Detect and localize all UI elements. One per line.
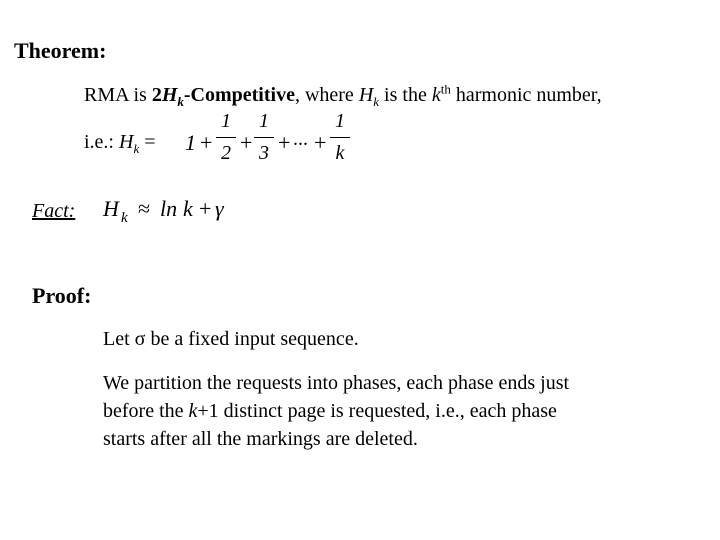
statement-two: 2 (151, 84, 162, 106)
sigma-symbol: σ (134, 328, 146, 350)
ie-H: H (119, 131, 134, 153)
ie-k-sub: k (133, 141, 140, 156)
formula-plus-2: + (240, 130, 253, 155)
fact-H: H (103, 196, 119, 221)
statement-is-the: is the (379, 84, 432, 106)
statement-H: H (161, 84, 178, 106)
statement-th: th (440, 81, 451, 97)
frac3-bar (330, 137, 350, 138)
proof-heading: Proof: (32, 283, 92, 308)
fact-approx: ≈ (138, 196, 151, 221)
ie-eq: = (139, 131, 156, 153)
proof-para-line-2 (103, 400, 557, 423)
statement-k-sub: k (177, 94, 184, 109)
statement-competitive: -Competitive (183, 84, 295, 106)
frac2-denominator: 3 (259, 142, 269, 164)
theorem-heading: Theorem: (14, 38, 107, 63)
statement-prefix: RMA is (84, 84, 152, 106)
formula-plus-3: + (278, 130, 291, 155)
statement-k2-sub: k (373, 94, 380, 109)
formula-ellipsis: ... (293, 128, 308, 150)
proof-line1-rest: be a fixed input sequence. (145, 328, 359, 350)
proof-let: Let (103, 328, 135, 350)
formula-plus-1: + (200, 130, 213, 155)
frac1-numerator: 1 (221, 110, 231, 132)
proof-line-1 (103, 328, 359, 351)
ie-label-group (84, 131, 156, 154)
proof-para-line-3: starts after all the markings are deleted. (103, 428, 418, 450)
fact-plus: + (199, 196, 212, 221)
theorem-statement (84, 81, 602, 109)
fact-ln: ln (160, 196, 178, 221)
frac3-denominator: k (335, 142, 345, 164)
statement-suffix: harmonic number, (450, 84, 602, 106)
frac2-bar (254, 137, 274, 138)
fact-k-sub: k (121, 210, 128, 226)
frac1-bar (216, 137, 236, 138)
proof-k: k (188, 400, 198, 422)
frac2-numerator: 1 (259, 110, 269, 132)
fact-gamma: γ (215, 196, 224, 221)
frac3-numerator: 1 (335, 110, 345, 132)
formula-plus-4: + (314, 130, 327, 155)
fact-label: Fact: (32, 200, 76, 222)
proof-before-the: before the (103, 400, 189, 422)
statement-k3: k (431, 84, 441, 106)
fact-k: k (183, 196, 193, 221)
proof-para-line-1: We partition the requests into phases, each phase ends just (103, 372, 570, 394)
ie-label: i.e.: (84, 131, 119, 153)
proof-line2-rest: +1 distinct page is requested, i.e., each phase (197, 400, 557, 422)
formula-one: 1 (185, 130, 196, 155)
statement-H2: H (358, 84, 374, 106)
statement-middle: , where (294, 84, 359, 106)
frac1-denominator: 2 (221, 142, 231, 164)
